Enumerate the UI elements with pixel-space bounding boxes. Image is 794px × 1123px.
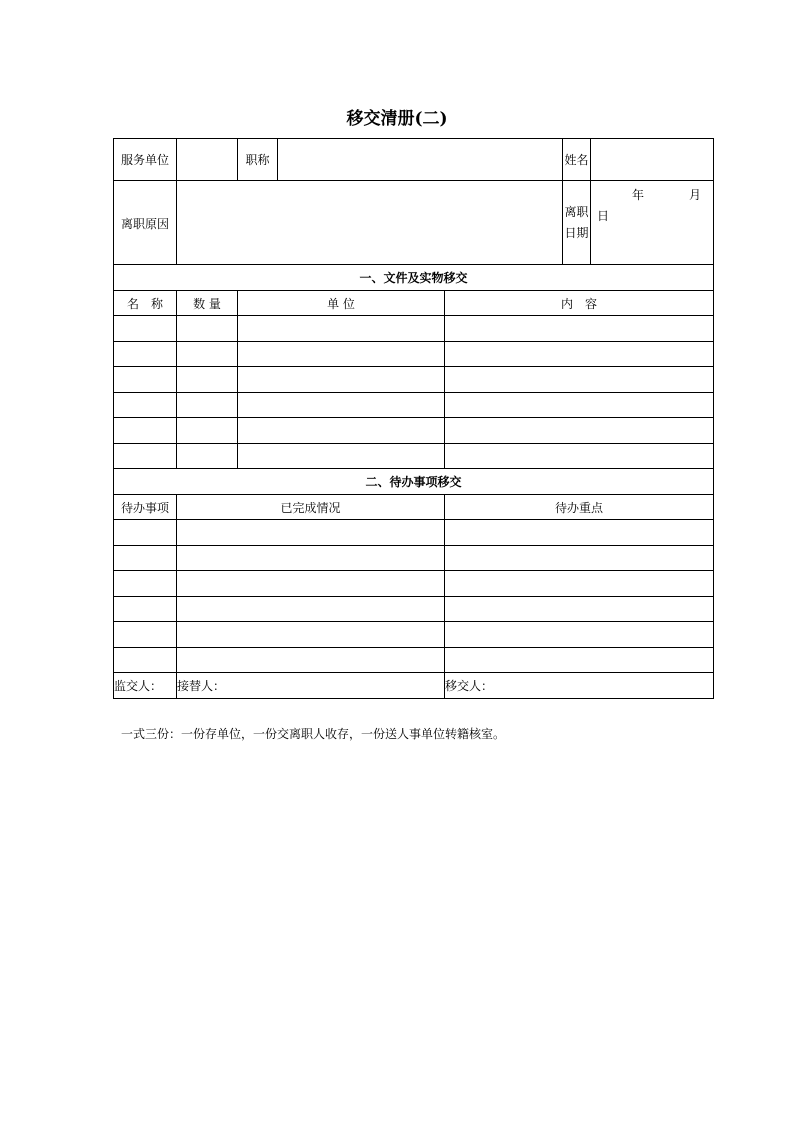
form-table	[113, 138, 714, 699]
cell[interactable]	[445, 418, 714, 444]
cell[interactable]	[114, 316, 177, 342]
cell[interactable]	[238, 342, 445, 367]
cell[interactable]	[238, 316, 445, 342]
cell[interactable]	[114, 418, 177, 444]
col-quantity-header: 数 量	[177, 291, 238, 316]
job-title-label: 职称	[238, 139, 278, 181]
cell[interactable]	[445, 520, 714, 546]
cell[interactable]	[114, 546, 177, 571]
cell[interactable]	[238, 444, 445, 469]
cell[interactable]	[445, 571, 714, 597]
col-name-header: 名 称	[114, 291, 177, 316]
day-label: 日	[597, 209, 610, 223]
cell[interactable]	[177, 571, 445, 597]
supervisor-field[interactable]	[114, 673, 177, 699]
col-pending-focus-header: 待办重点	[445, 495, 714, 520]
table-row	[114, 597, 714, 622]
col-content-header: 内 容	[445, 291, 714, 316]
section2-title: 二、待办事项移交	[114, 469, 714, 495]
table-row	[114, 393, 714, 418]
cell[interactable]	[238, 393, 445, 418]
successor-label: 接替人：	[177, 679, 226, 693]
cell[interactable]	[445, 648, 714, 673]
cell[interactable]	[445, 393, 714, 418]
cell[interactable]	[238, 367, 445, 393]
leave-date-field[interactable]	[591, 181, 714, 265]
table-row	[114, 342, 714, 367]
table-row	[114, 418, 714, 444]
section1-title: 一、文件及实物移交	[114, 265, 714, 291]
cell[interactable]	[177, 418, 238, 444]
cell[interactable]	[177, 367, 238, 393]
year-label: 年	[632, 188, 645, 202]
table-row	[114, 520, 714, 546]
service-unit-label: 服务单位	[114, 139, 177, 181]
cell[interactable]	[177, 546, 445, 571]
cell[interactable]	[114, 444, 177, 469]
name-field[interactable]	[591, 139, 714, 181]
job-title-field[interactable]	[278, 139, 563, 181]
cell[interactable]	[177, 648, 445, 673]
cell[interactable]	[177, 597, 445, 622]
month-label: 月	[689, 188, 702, 202]
cell[interactable]	[177, 520, 445, 546]
cell[interactable]	[114, 571, 177, 597]
table-row	[114, 622, 714, 648]
supervisor-label: 监交人：	[114, 679, 163, 693]
col-pending-item-header: 待办事项	[114, 495, 177, 520]
cell[interactable]	[445, 444, 714, 469]
leave-date-label: 离职日期	[563, 181, 591, 265]
cell[interactable]	[114, 393, 177, 418]
cell[interactable]	[114, 342, 177, 367]
cell[interactable]	[445, 597, 714, 622]
handover-label: 移交人：	[445, 679, 494, 693]
cell[interactable]	[445, 342, 714, 367]
cell[interactable]	[445, 622, 714, 648]
table-row	[114, 316, 714, 342]
cell[interactable]	[114, 622, 177, 648]
copies-note: 一式三份：一份存单位，一份交离职人收存，一份送人事单位转籍核室。	[121, 727, 506, 741]
cell[interactable]	[177, 622, 445, 648]
table-row	[114, 571, 714, 597]
cell[interactable]	[177, 444, 238, 469]
table-row	[114, 444, 714, 469]
service-unit-field[interactable]	[177, 139, 238, 181]
name-label: 姓名	[563, 139, 591, 181]
cell[interactable]	[445, 316, 714, 342]
cell[interactable]	[445, 546, 714, 571]
table-row	[114, 367, 714, 393]
successor-field[interactable]	[177, 673, 445, 699]
cell[interactable]	[177, 393, 238, 418]
cell[interactable]	[238, 418, 445, 444]
table-row	[114, 648, 714, 673]
page-title: 移交清册(二)	[346, 109, 448, 129]
leave-reason-field[interactable]	[177, 181, 563, 265]
cell[interactable]	[114, 367, 177, 393]
cell[interactable]	[177, 342, 238, 367]
cell[interactable]	[114, 597, 177, 622]
table-row	[114, 546, 714, 571]
cell[interactable]	[114, 648, 177, 673]
leave-reason-label: 离职原因	[114, 181, 177, 265]
cell[interactable]	[114, 520, 177, 546]
cell[interactable]	[445, 367, 714, 393]
col-completed-status-header: 已完成情况	[177, 495, 445, 520]
handover-form	[113, 138, 713, 700]
handover-field[interactable]	[445, 673, 714, 699]
col-unit-header: 单 位	[238, 291, 445, 316]
cell[interactable]	[177, 316, 238, 342]
